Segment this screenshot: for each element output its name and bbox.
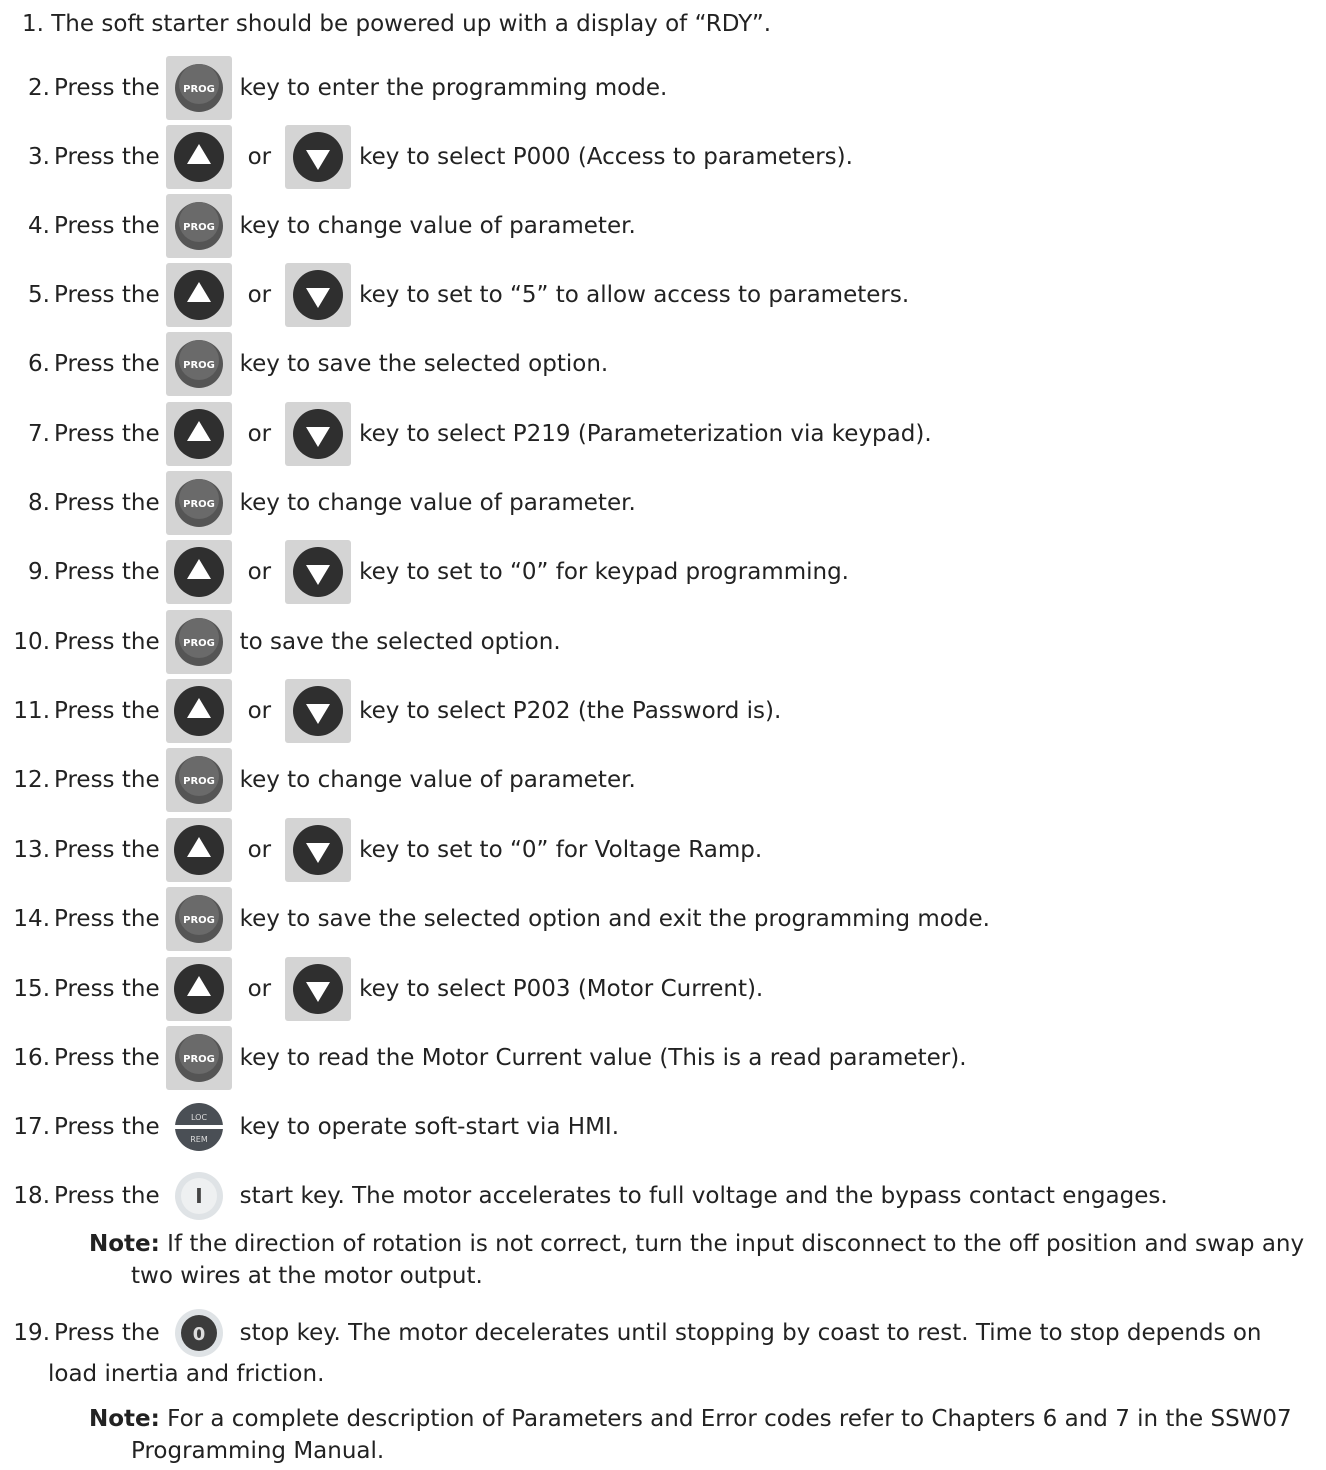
svg-text:REM: REM xyxy=(189,1135,208,1144)
svg-text:PROG: PROG xyxy=(182,776,215,787)
step-2 xyxy=(0,56,667,120)
press-text: Press the xyxy=(54,629,160,655)
svg-text:I: I xyxy=(194,1184,203,1208)
prog-key-icon xyxy=(166,1026,232,1090)
loc-rem-key-icon xyxy=(166,1095,232,1159)
step-7 xyxy=(0,402,932,466)
or-text: or xyxy=(247,421,272,447)
svg-text:PROG: PROG xyxy=(182,84,215,95)
down-key-icon xyxy=(285,818,351,882)
step-text: key to save the selected option and exit the programming mode. xyxy=(239,906,990,932)
step-number: 10. xyxy=(13,629,50,655)
note-label: Note: xyxy=(89,1406,160,1432)
step-6 xyxy=(0,332,608,396)
note-reference xyxy=(89,1403,1314,1467)
note-text-continued: two wires at the motor output. xyxy=(131,1263,483,1289)
svg-text:LOC: LOC xyxy=(190,1113,207,1122)
press-text: Press the xyxy=(54,75,160,101)
press-text: Press the xyxy=(54,421,160,447)
up-key-icon xyxy=(166,402,232,466)
stop-key-icon xyxy=(166,1301,232,1365)
note-text: For a complete description of Parameters and Error codes refer to Chapters 6 and 7 in the SSW07 xyxy=(167,1406,1292,1432)
step-number: 11. xyxy=(13,698,50,724)
step-15 xyxy=(0,957,763,1021)
step-18 xyxy=(0,1164,1168,1228)
prog-key-icon xyxy=(166,748,232,812)
svg-text:PROG: PROG xyxy=(182,638,215,649)
start-key-icon xyxy=(166,1164,232,1228)
step-number: 15. xyxy=(13,976,50,1002)
step-text: key to read the Motor Current value (This is a read parameter). xyxy=(239,1045,967,1071)
or-text: or xyxy=(247,976,272,1002)
press-text: Press the xyxy=(54,490,160,516)
prog-key-icon xyxy=(166,610,232,674)
step-text: key to set to “0” for keypad programming. xyxy=(359,559,849,585)
step-number: 2. xyxy=(28,75,50,101)
step-number: 3. xyxy=(28,144,50,170)
prog-key-icon xyxy=(166,887,232,951)
up-key-icon xyxy=(166,263,232,327)
step-number: 6. xyxy=(28,351,50,377)
step-8 xyxy=(0,471,636,535)
press-text: Press the xyxy=(54,1183,160,1209)
note-text-continued: Programming Manual. xyxy=(131,1438,385,1464)
step-5 xyxy=(0,263,909,327)
prog-key-icon xyxy=(166,194,232,258)
step-number: 9. xyxy=(28,559,50,585)
press-text: Press the xyxy=(54,1045,160,1071)
step-9 xyxy=(0,540,849,604)
step-number: 18. xyxy=(13,1183,50,1209)
step-10 xyxy=(0,610,561,674)
svg-text:PROG: PROG xyxy=(182,1054,215,1065)
step-number: 14. xyxy=(13,906,50,932)
step-number: 4. xyxy=(28,213,50,239)
step-number: 16. xyxy=(13,1045,50,1071)
step-number: 5. xyxy=(28,282,50,308)
step-14 xyxy=(0,887,990,951)
step-number: 13. xyxy=(13,837,50,863)
step-text: key to change value of parameter. xyxy=(239,490,636,516)
step-text: key to enter the programming mode. xyxy=(239,75,668,101)
press-text: Press the xyxy=(54,213,160,239)
step-text: start key. The motor accelerates to full voltage and the bypass contact engages. xyxy=(239,1183,1168,1209)
press-text: Press the xyxy=(54,837,160,863)
or-text: or xyxy=(247,144,272,170)
step-text: key to save the selected option. xyxy=(239,351,609,377)
step-12 xyxy=(0,748,636,812)
step-number: 7. xyxy=(28,421,50,447)
step-text: key to change value of parameter. xyxy=(239,213,636,239)
up-key-icon xyxy=(166,125,232,189)
step-19 xyxy=(0,1301,1262,1365)
prog-key-icon xyxy=(166,471,232,535)
step-text: key to set to “5” to allow access to parameters. xyxy=(359,282,910,308)
press-text: Press the xyxy=(54,767,160,793)
step-19-continued: load inertia and friction. xyxy=(48,1361,325,1387)
down-key-icon xyxy=(285,679,351,743)
step-text: key to set to “0” for Voltage Ramp. xyxy=(359,837,763,863)
or-text: or xyxy=(247,698,272,724)
or-text: or xyxy=(247,282,272,308)
step-number: 17. xyxy=(13,1114,50,1140)
step-number: 19. xyxy=(13,1320,50,1346)
step-3 xyxy=(0,125,853,189)
press-text: Press the xyxy=(54,1320,160,1346)
step-text: key to operate soft-start via HMI. xyxy=(239,1114,620,1140)
prog-key-icon xyxy=(166,332,232,396)
svg-text:PROG: PROG xyxy=(182,360,215,371)
down-key-icon xyxy=(285,125,351,189)
svg-text:PROG: PROG xyxy=(182,499,215,510)
press-text: Press the xyxy=(54,976,160,1002)
down-key-icon xyxy=(285,263,351,327)
step-text: key to select P219 (Parameterization via keypad). xyxy=(359,421,932,447)
svg-text:0: 0 xyxy=(192,1324,205,1345)
up-key-icon xyxy=(166,679,232,743)
step-text: to save the selected option. xyxy=(239,629,561,655)
step-1: 1. The soft starter should be powered up with a display of “RDY”. xyxy=(22,11,772,37)
up-key-icon xyxy=(166,540,232,604)
step-13 xyxy=(0,818,762,882)
or-text: or xyxy=(247,837,272,863)
down-key-icon xyxy=(285,540,351,604)
step-number: 8. xyxy=(28,490,50,516)
down-key-icon xyxy=(285,402,351,466)
press-text: Press the xyxy=(54,351,160,377)
press-text: Press the xyxy=(54,559,160,585)
press-text: Press the xyxy=(54,144,160,170)
step-text: key to select P000 (Access to parameters). xyxy=(359,144,853,170)
note-direction xyxy=(89,1228,1314,1292)
step-text: key to select P202 (the Password is). xyxy=(359,698,782,724)
prog-key-icon xyxy=(166,56,232,120)
or-text: or xyxy=(247,559,272,585)
step-text: key to change value of parameter. xyxy=(239,767,636,793)
step-11 xyxy=(0,679,781,743)
press-text: Press the xyxy=(54,1114,160,1140)
svg-text:PROG: PROG xyxy=(182,915,215,926)
note-text: If the direction of rotation is not correct, turn the input disconnect to the off position and swap any xyxy=(167,1231,1305,1257)
up-key-icon xyxy=(166,957,232,1021)
up-key-icon xyxy=(166,818,232,882)
press-text: Press the xyxy=(54,698,160,724)
step-4 xyxy=(0,194,636,258)
press-text: Press the xyxy=(54,906,160,932)
press-text: Press the xyxy=(54,282,160,308)
down-key-icon xyxy=(285,957,351,1021)
step-text: key to select P003 (Motor Current). xyxy=(359,976,764,1002)
step-text: stop key. The motor decelerates until stopping by coast to rest. Time to stop depends on xyxy=(239,1320,1262,1346)
step-number: 12. xyxy=(13,767,50,793)
step-16 xyxy=(0,1026,967,1090)
step-17 xyxy=(0,1095,619,1159)
note-label: Note: xyxy=(89,1231,160,1257)
svg-text:PROG: PROG xyxy=(182,222,215,233)
